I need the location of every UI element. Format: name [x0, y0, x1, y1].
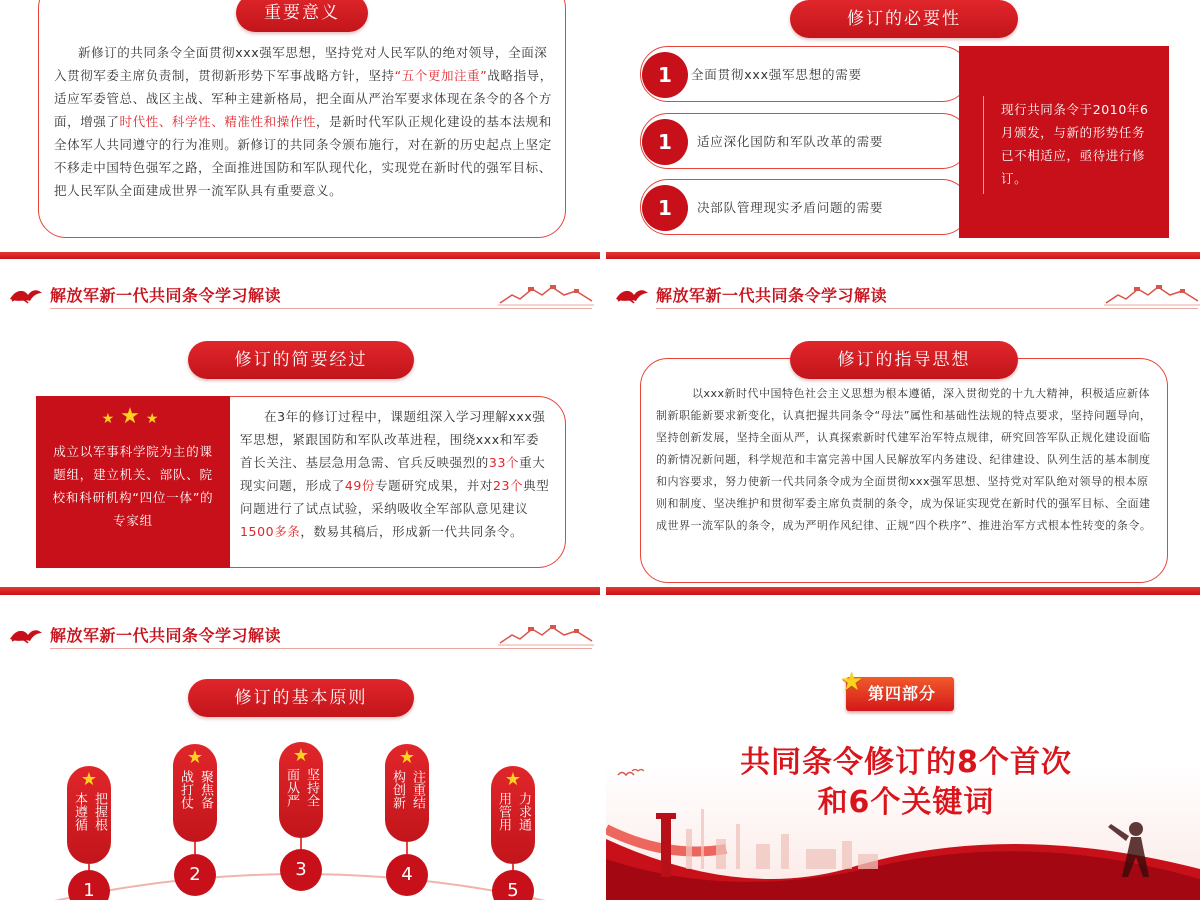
star-icon: ★: [80, 769, 98, 790]
importance-text-b: 战略指导，适应军委管总、战区主战、军种主建新格局，把全面从严治军要求体现在条令的各个方面，增强了: [54, 68, 553, 129]
importance-pill: 重要意义: [236, 0, 368, 32]
process-text-b: 重大现实问题，形成了: [240, 455, 546, 493]
guiding-pill: 修订的指导思想: [790, 341, 1018, 379]
principles-pill: 修订的基本原则: [188, 679, 414, 717]
principle-stem: [406, 842, 408, 854]
star-icon: ★: [186, 747, 204, 768]
header-line: [50, 308, 592, 309]
principle-number: 4: [386, 854, 428, 896]
importance-text-c: ，是新时代军队正规化建设的基本法规和全体军人共同遵守的行为准则。新修订的共同条令颁布施行，对在新的历史起点上坚定不移走中国特色强军之路，全面推进国防和军队现代化，实现党在新时代的强军目标、把人民军队全面建成世界一流军队具有重要意义。: [54, 114, 552, 198]
gold-star-icon: ★: [840, 667, 864, 697]
importance-text-a: 新修订的共同条令全面贯彻xxx强军思想，坚持党对人民军队的绝对领导，全面深入贯彻军委主席负责制，贯彻新形势下军事战略方针，坚持: [54, 45, 548, 83]
birds-icon: [616, 767, 646, 783]
process-highlight-1: 33个: [488, 455, 520, 470]
header-title: 解放军新一代共同条令学习解读: [50, 626, 282, 645]
skyline-banner-image: [606, 799, 1200, 900]
necessity-item: [640, 179, 970, 235]
number-badge: 1: [642, 119, 688, 165]
process-pill: 修订的简要经过: [188, 341, 414, 379]
principle-col: 构创新: [390, 770, 405, 809]
part-title-line2: 和6个关键词: [817, 785, 995, 820]
number-badge: 1: [642, 52, 688, 98]
process-text-d: 典型问题进行了试点试验，采纳吸收全军部队意见建议: [240, 478, 550, 516]
slide-part-four-title: [606, 599, 1200, 900]
process-text-e: ，数易其稿后，形成新一代共同条令。: [300, 524, 524, 539]
principle-col: 注重结: [410, 770, 425, 809]
header-title: 解放军新一代共同条令学习解读: [656, 286, 888, 305]
bottom-bar: [0, 587, 600, 595]
principle-col: 面从严: [284, 768, 299, 807]
principle-stem: [194, 842, 196, 854]
slide-header: [8, 621, 600, 651]
great-wall-icon: [498, 621, 594, 647]
dove-icon: [8, 285, 44, 305]
header-line: [50, 648, 592, 649]
slide-necessity: [606, 0, 1200, 300]
great-wall-icon: [498, 281, 594, 307]
process-text-a: 在3年的修订过程中，课题组深入学习理解xxx强军思想，紧跟国防和军队改革进程，围绕xxx和军委首长关注、基层急用急需、官兵反映强烈的: [240, 409, 546, 470]
dove-icon: [614, 285, 650, 305]
header-title: 解放军新一代共同条令学习解读: [50, 286, 282, 305]
principle-col: 战打仗: [178, 770, 193, 809]
principle-col: 本遵循: [72, 792, 87, 831]
part-title-line1: 共同条令修订的8个首次: [740, 745, 1072, 780]
process-panel-text: 成立以军事科学院为主的课题组，建立机关、部队、院校和科研机构“四位一体”的专家组: [52, 444, 214, 528]
principle-pill: [385, 744, 429, 842]
process-highlight-3: 23个: [492, 478, 524, 493]
necessity-item-text: 决部队管理现实矛盾问题的需要: [697, 200, 884, 215]
star-icon: ★: [292, 745, 310, 766]
star-icon: ★: [398, 747, 416, 768]
slide-importance: [0, 0, 600, 300]
principle-col: 力求通: [516, 792, 531, 831]
slide-basic-principles: [0, 599, 600, 900]
slide-guiding-thought: [606, 259, 1200, 595]
panel-divider: [983, 96, 984, 194]
part-badge-label: 第四部分: [868, 684, 937, 703]
principle-number: 1: [68, 870, 110, 900]
necessity-item: [640, 46, 970, 102]
principle-pill: [67, 766, 111, 864]
great-wall-icon: [1104, 281, 1200, 307]
process-text-c: 专题研究成果，并对: [375, 478, 493, 493]
necessity-item: [640, 113, 970, 169]
part-badge: [840, 667, 954, 711]
process-highlight-2: 49份: [344, 478, 376, 493]
principle-col: 坚持全: [304, 768, 319, 807]
principle-pill: [491, 766, 535, 864]
process-paragraph: [240, 405, 552, 543]
principle-pill: [279, 742, 323, 838]
necessity-item-text: 全面贯彻xxx强军思想的需要: [691, 67, 862, 82]
slide-header: [8, 281, 600, 311]
dove-icon: [8, 625, 44, 645]
necessity-panel: [959, 46, 1169, 238]
necessity-item-text: 适应深化国防和军队改革的需要: [697, 134, 884, 149]
principle-col: 把握根: [92, 792, 107, 831]
star-icon: ★: [504, 769, 522, 790]
importance-highlight-2: 时代性、科学性、精准性和操作性: [119, 114, 317, 129]
header-line: [656, 308, 1198, 309]
principle-number: 2: [174, 854, 216, 896]
slide-revision-process: [0, 259, 600, 595]
principle-number: 3: [280, 849, 322, 891]
necessity-panel-text: 现行共同条令于2010年6月颁发，与新的形势任务已不相适应，亟待进行修订。: [1001, 102, 1149, 186]
guiding-paragraph: 以xxx新时代中国特色社会主义思想为根本遵循，深入贯彻党的十九大精神，积极适应新体制新职能新要求新变化，认真把握共同条令“母法”属性和基础性法规的特点要求，坚持问题导向，坚持创新发展，坚持全面从严，认真探索新时代建军治军特点规律，研究回答军队正规化建设面临的新情况新问题，科学规范和丰富完善中国人民解放军内务建设、纪律建设、队列生活的基本制度和内容要求，努力使新一代共同条令成为全面贯彻xxx强军思想、坚持党对军队绝对领导的根本原则和制度、坚决维护和贯彻军委主席负责制的条令，成为保证实现党在新时代的强军目标、全面建成世界一流军队的条令，成为严明作风纪律、正规“四个秩序”、推进治军方式根本性转变的条令。: [656, 387, 1152, 532]
principle-col: 聚焦备: [198, 770, 213, 809]
principle-pill: [173, 744, 217, 842]
importance-paragraph: [54, 41, 554, 202]
bottom-bar: [606, 587, 1200, 595]
necessity-pill: 修订的必要性: [790, 0, 1018, 38]
stars-icon: ★★★: [101, 404, 165, 429]
principle-col: 用管用: [496, 792, 511, 831]
process-highlight-4: 1500多条: [240, 524, 301, 539]
principle-number: 5: [492, 870, 534, 900]
slide-header: [614, 281, 1200, 311]
importance-highlight-1: “五个更加注重”: [394, 68, 488, 83]
process-panel: [36, 396, 230, 568]
number-badge: 1: [642, 185, 688, 231]
